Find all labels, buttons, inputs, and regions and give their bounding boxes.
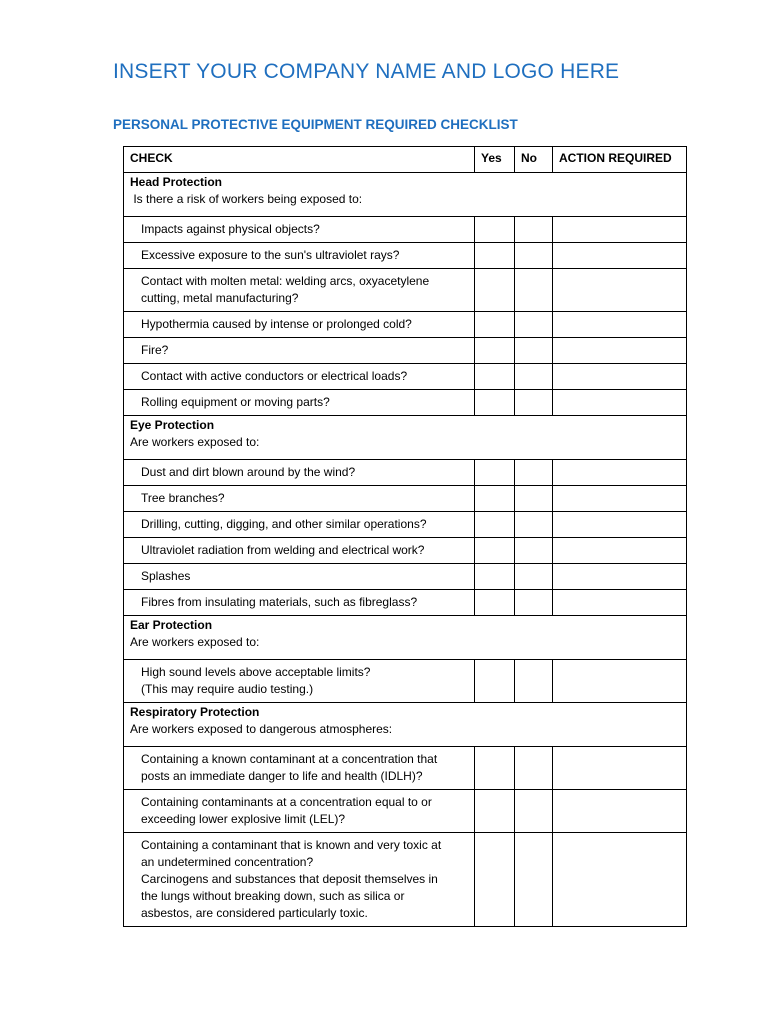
yes-cell[interactable] [475,747,515,790]
section-heading: Ear Protection [130,618,213,632]
question-text-line: asbestos, are considered particularly toxic. [141,906,368,920]
question-text-line: Contact with active conductors or electrical loads? [141,369,408,383]
yes-cell[interactable] [475,217,515,243]
section-row [124,416,687,460]
checklist-question [124,538,475,564]
yes-cell[interactable] [475,364,515,390]
question-text-line: cutting, metal manufacturing? [141,291,299,305]
no-cell[interactable] [515,460,553,486]
checklist-item-row [124,833,687,927]
checklist-question [124,460,475,486]
no-cell[interactable] [515,590,553,616]
no-cell[interactable] [515,312,553,338]
checklist-item-row [124,338,687,364]
question-text-line: Hypothermia caused by intense or prolonged cold? [141,317,412,331]
checklist-item-row [124,217,687,243]
question-text-line: an undetermined concentration? [141,855,314,869]
checklist-item-row [124,590,687,616]
yes-cell[interactable] [475,312,515,338]
action-required-cell[interactable] [553,660,687,703]
yes-cell[interactable] [475,486,515,512]
yes-cell[interactable] [475,660,515,703]
checklist-question [124,364,475,390]
checklist-question [124,269,475,312]
no-cell[interactable] [515,364,553,390]
checklist-item-row [124,486,687,512]
section-cell [124,616,687,660]
checklist-item-row [124,460,687,486]
checklist-item-row [124,312,687,338]
checklist-question [124,564,475,590]
action-required-cell[interactable] [553,833,687,927]
question-text-line: Containing contaminants at a concentration equal to or [141,795,432,809]
column-header-yes: Yes [475,147,515,173]
section-question: Is there a risk of workers being exposed to: [130,192,363,206]
section-heading: Eye Protection [130,418,215,432]
checklist-question [124,660,475,703]
checklist-item-row [124,747,687,790]
checklist-question [124,217,475,243]
no-cell[interactable] [515,338,553,364]
action-required-cell[interactable] [553,243,687,269]
checklist-item-row [124,660,687,703]
checklist-item-row [124,790,687,833]
checklist-question [124,390,475,416]
section-row [124,616,687,660]
checklist-item-row [124,269,687,312]
question-text-line: Fibres from insulating materials, such as fibreglass? [141,595,418,609]
yes-cell[interactable] [475,338,515,364]
section-heading: Respiratory Protection [130,705,260,719]
no-cell[interactable] [515,486,553,512]
section-heading: Head Protection [130,175,223,189]
no-cell[interactable] [515,747,553,790]
checklist-item-row [124,364,687,390]
section-question: Are workers exposed to: [130,435,260,449]
section-cell [124,173,687,217]
section-question: Are workers exposed to dangerous atmospheres: [130,722,393,736]
question-text-line: Impacts against physical objects? [141,222,320,236]
action-required-cell[interactable] [553,512,687,538]
column-header-no: No [515,147,553,173]
no-cell[interactable] [515,833,553,927]
checklist-question [124,486,475,512]
action-required-cell[interactable] [553,217,687,243]
no-cell[interactable] [515,217,553,243]
question-text-line: (This may require audio testing.) [141,682,314,696]
question-text-line: Dust and dirt blown around by the wind? [141,465,356,479]
question-text-line: Containing a known contaminant at a concentration that [141,752,438,766]
action-required-cell[interactable] [553,269,687,312]
checklist-question [124,590,475,616]
action-required-cell[interactable] [553,590,687,616]
checklist-item-row [124,538,687,564]
ppe-checklist-table [123,146,687,927]
action-required-cell[interactable] [553,460,687,486]
yes-cell[interactable] [475,460,515,486]
section-question: Are workers exposed to: [130,635,260,649]
yes-cell[interactable] [475,790,515,833]
yes-cell[interactable] [475,243,515,269]
section-cell [124,703,687,747]
section-row [124,703,687,747]
no-cell[interactable] [515,564,553,590]
question-text-line: Rolling equipment or moving parts? [141,395,330,409]
question-text-line: Fire? [141,343,169,357]
checklist-question [124,747,475,790]
checklist-title: PERSONAL PROTECTIVE EQUIPMENT REQUIRED CHECKLIST [113,117,518,132]
section-row [124,173,687,217]
no-cell[interactable] [515,512,553,538]
question-text-line: Splashes [141,569,191,583]
action-required-cell[interactable] [553,790,687,833]
column-header-action-required: ACTION REQUIRED [553,147,687,173]
action-required-cell[interactable] [553,538,687,564]
checklist-item-row [124,390,687,416]
question-text-line: Carcinogens and substances that deposit themselves in [141,872,438,886]
checklist-question [124,312,475,338]
question-text-line: the lungs without breaking down, such as silica or [141,889,405,903]
checklist-item-row [124,243,687,269]
question-text-line: Drilling, cutting, digging, and other similar operations? [141,517,427,531]
question-text-line: Contact with molten metal: welding arcs, oxyacetylene [141,274,430,288]
action-required-cell[interactable] [553,312,687,338]
yes-cell[interactable] [475,269,515,312]
action-required-cell[interactable] [553,390,687,416]
yes-cell[interactable] [475,564,515,590]
checklist-question [124,790,475,833]
question-text-line: Ultraviolet radiation from welding and electrical work? [141,543,425,557]
no-cell[interactable] [515,243,553,269]
yes-cell[interactable] [475,512,515,538]
checklist-item-row [124,512,687,538]
action-required-cell[interactable] [553,564,687,590]
yes-cell[interactable] [475,590,515,616]
checklist-question [124,833,475,927]
checklist-question [124,243,475,269]
checklist-question [124,338,475,364]
action-required-cell[interactable] [553,364,687,390]
action-required-cell[interactable] [553,338,687,364]
question-text-line: exceeding lower explosive limit (LEL)? [141,812,346,826]
checklist-body [124,173,687,927]
no-cell[interactable] [515,790,553,833]
yes-cell[interactable] [475,390,515,416]
question-text-line: Tree branches? [141,491,225,505]
question-text-line: Excessive exposure to the sun's ultraviolet rays? [141,248,400,262]
company-name-title: INSERT YOUR COMPANY NAME AND LOGO HERE [113,60,620,83]
question-text-line: Containing a contaminant that is known and very toxic at [141,838,442,852]
no-cell[interactable] [515,538,553,564]
yes-cell[interactable] [475,833,515,927]
no-cell[interactable] [515,269,553,312]
table-header-row [124,147,687,173]
action-required-cell[interactable] [553,486,687,512]
question-text-line: posts an immediate danger to life and health (IDLH)? [141,769,423,783]
action-required-cell[interactable] [553,747,687,790]
checklist-item-row [124,564,687,590]
checklist-question [124,512,475,538]
no-cell[interactable] [515,390,553,416]
column-header-check: CHECK [124,147,475,173]
yes-cell[interactable] [475,538,515,564]
no-cell[interactable] [515,660,553,703]
question-text-line: High sound levels above acceptable limits? [141,665,371,679]
section-cell [124,416,687,460]
